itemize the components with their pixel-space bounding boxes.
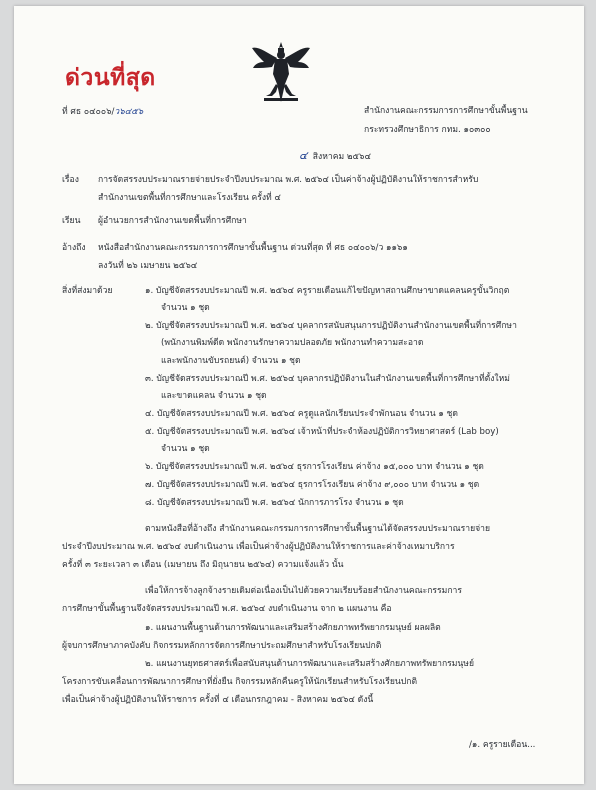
reference-line-2: ลงวันที่ ๒๖ เมษายน ๒๕๖๔ [98, 261, 198, 271]
enclosures-label: สิ่งที่ส่งมาด้วย [62, 286, 113, 296]
reference-label: อ้างถึง [62, 243, 86, 253]
document-page [14, 6, 584, 784]
body-paragraph-line: ตามหนังสือที่อ้างถึง สำนักงานคณะกรรมการการศึกษาขั้นพื้นฐานได้จัดสรรงบประมาณรายจ่าย [145, 524, 491, 534]
subject-line-2: สำนักงานเขตพื้นที่การศึกษาและโรงเรียน ครั้งที่ ๔ [98, 193, 281, 203]
enclosure-line: ๔. บัญชีจัดสรรงบประมาณปี พ.ศ. ๒๕๖๔ ครูดูแลนักเรียนประจำพักนอน จำนวน ๑ ชุด [145, 409, 458, 419]
subject-line-1: การจัดสรรงบประมาณรายจ่ายประจำปีงบประมาณ พ.ศ. ๒๕๖๔ เป็นค่าจ้างผู้ปฏิบัติงานให้ราชการสำหรับ [98, 175, 479, 185]
agency-address: กระทรวงศึกษาธิการ กทม. ๑๐๓๐๐ [364, 125, 491, 135]
enclosure-line: ๑. บัญชีจัดสรรงบประมาณปี พ.ศ. ๒๕๖๔ ครูรายเดือนแก้ไขปัญหาสถานศึกษาขาดแคลนครูขั้นวิกฤต [145, 286, 510, 296]
handwritten-date-day: ๔ [299, 149, 308, 162]
enclosure-line: จำนวน ๑ ชุด [161, 444, 210, 454]
enclosure-line: และขาดแคลน จำนวน ๑ ชุด [161, 391, 267, 401]
recipient-text: ผู้อำนวยการสำนักงานเขตพื้นที่การศึกษา [98, 216, 247, 226]
body-paragraph-line: ประจำปีงบประมาณ พ.ศ. ๒๕๖๔ งบดำเนินงาน เพื่อเป็นค่าจ้างผู้ปฏิบัติงานให้ราชการและค่าจ้างเหมาบริการ [62, 542, 455, 552]
body-paragraph-line: โครงการขับเคลื่อนการพัฒนาการศึกษาที่ยั่งยืน กิจกรรมหลักคืนครูให้นักเรียนสำหรับโรงเรียนปกติ [62, 677, 418, 687]
document-number: ที่ ศธ ๐๔๐๐๖/ว๖๔๕๖ [62, 107, 144, 117]
enclosure-line: (พนักงานพิมพ์ดีด พนักงานรักษาความปลอดภัย พนักงานทำความสะอาด [161, 338, 424, 348]
reference-line-1: หนังสือสำนักงานคณะกรรมการการศึกษาขั้นพื้นฐาน ด่วนที่สุด ที่ ศธ ๐๔๐๐๖/ว ๑๑๖๑ [98, 243, 408, 253]
enclosure-line: ๘. บัญชีจัดสรรงบประมาณปี พ.ศ. ๒๕๖๔ นักการภารโรง จำนวน ๑ ชุด [145, 498, 404, 508]
recipient-label: เรียน [62, 216, 81, 226]
urgency-stamp: ด่วนที่สุด [65, 65, 156, 91]
body-paragraph-line: การศึกษาขั้นพื้นฐานจึงจัดสรรงบประมาณปี พ.ศ. ๒๕๖๔ งบดำเนินงาน จาก ๒ แผนงาน คือ [62, 604, 392, 614]
enclosure-line: และพนักงานขับรถยนต์) จำนวน ๑ ชุด [161, 356, 301, 366]
enclosure-line: ๒. บัญชีจัดสรรงบประมาณปี พ.ศ. ๒๕๖๔ บุคลากรสนับสนุนการปฏิบัติงานสำนักงานเขตพื้นที่การศึกษา [145, 321, 517, 331]
document-date: ๔ สิงหาคม ๒๕๖๔ [299, 149, 372, 162]
subject-label: เรื่อง [62, 175, 79, 185]
body-paragraph-line: เพื่อให้การจ้างลูกจ้างรายเดิมต่อเนื่องเป็นไปด้วยความเรียบร้อยสำนักงานคณะกรรมการ [145, 586, 462, 596]
enclosure-line: จำนวน ๑ ชุด [161, 303, 210, 313]
continuation-marker: /๑. ครูรายเดือน... [469, 740, 536, 750]
body-paragraph-line: ครั้งที่ ๓ ระยะเวลา ๓ เดือน (เมษายน ถึง มิถุนายน ๒๕๖๔) ความแจ้งแล้ว นั้น [62, 560, 344, 570]
body-paragraph-line: ๑. แผนงานพื้นฐานด้านการพัฒนาและเสริมสร้างศักยภาพทรัพยากรมนุษย์ ผลผลิต [145, 623, 441, 633]
enclosure-line: ๗. บัญชีจัดสรรงบประมาณปี พ.ศ. ๒๕๖๔ ธุรการโรงเรียน ค่าจ้าง ๙,๐๐๐ บาท จำนวน ๑ ชุด [145, 480, 480, 490]
garuda-emblem-icon [250, 40, 312, 106]
enclosure-line: ๖. บัญชีจัดสรรงบประมาณปี พ.ศ. ๒๕๖๔ ธุรการโรงเรียน ค่าจ้าง ๑๕,๐๐๐ บาท จำนวน ๑ ชุด [145, 462, 484, 472]
enclosure-line: ๓. บัญชีจัดสรรงบประมาณปี พ.ศ. ๒๕๖๔ บุคลากรปฏิบัติงานในสำนักงานเขตพื้นที่การศึกษาที่ตั้งใหม่ [145, 374, 510, 384]
body-paragraph-line: เพื่อเป็นค่าจ้างผู้ปฏิบัติงานให้ราชการ ครั้งที่ ๔ เดือนกรกฎาคม - สิงหาคม ๒๕๖๔ ดังนี้ [62, 695, 374, 705]
agency-name: สำนักงานคณะกรรมการการศึกษาขั้นพื้นฐาน [364, 106, 528, 116]
enclosure-line: ๕. บัญชีจัดสรรงบประมาณปี พ.ศ. ๒๕๖๔ เจ้าหน้าที่ประจำห้องปฏิบัติการวิทยาศาสตร์ (Lab boy) [145, 427, 499, 437]
handwritten-doc-number: ว๖๔๕๖ [114, 107, 144, 117]
body-paragraph-line: ๒. แผนงานยุทธศาสตร์เพื่อสนับสนุนด้านการพัฒนาและเสริมสร้างศักยภาพทรัพยากรมนุษย์ [145, 659, 475, 669]
body-paragraph-line: ผู้จบการศึกษาภาคบังคับ กิจกรรมหลักการจัดการศึกษาประถมศึกษาสำหรับโรงเรียนปกติ [62, 641, 382, 651]
